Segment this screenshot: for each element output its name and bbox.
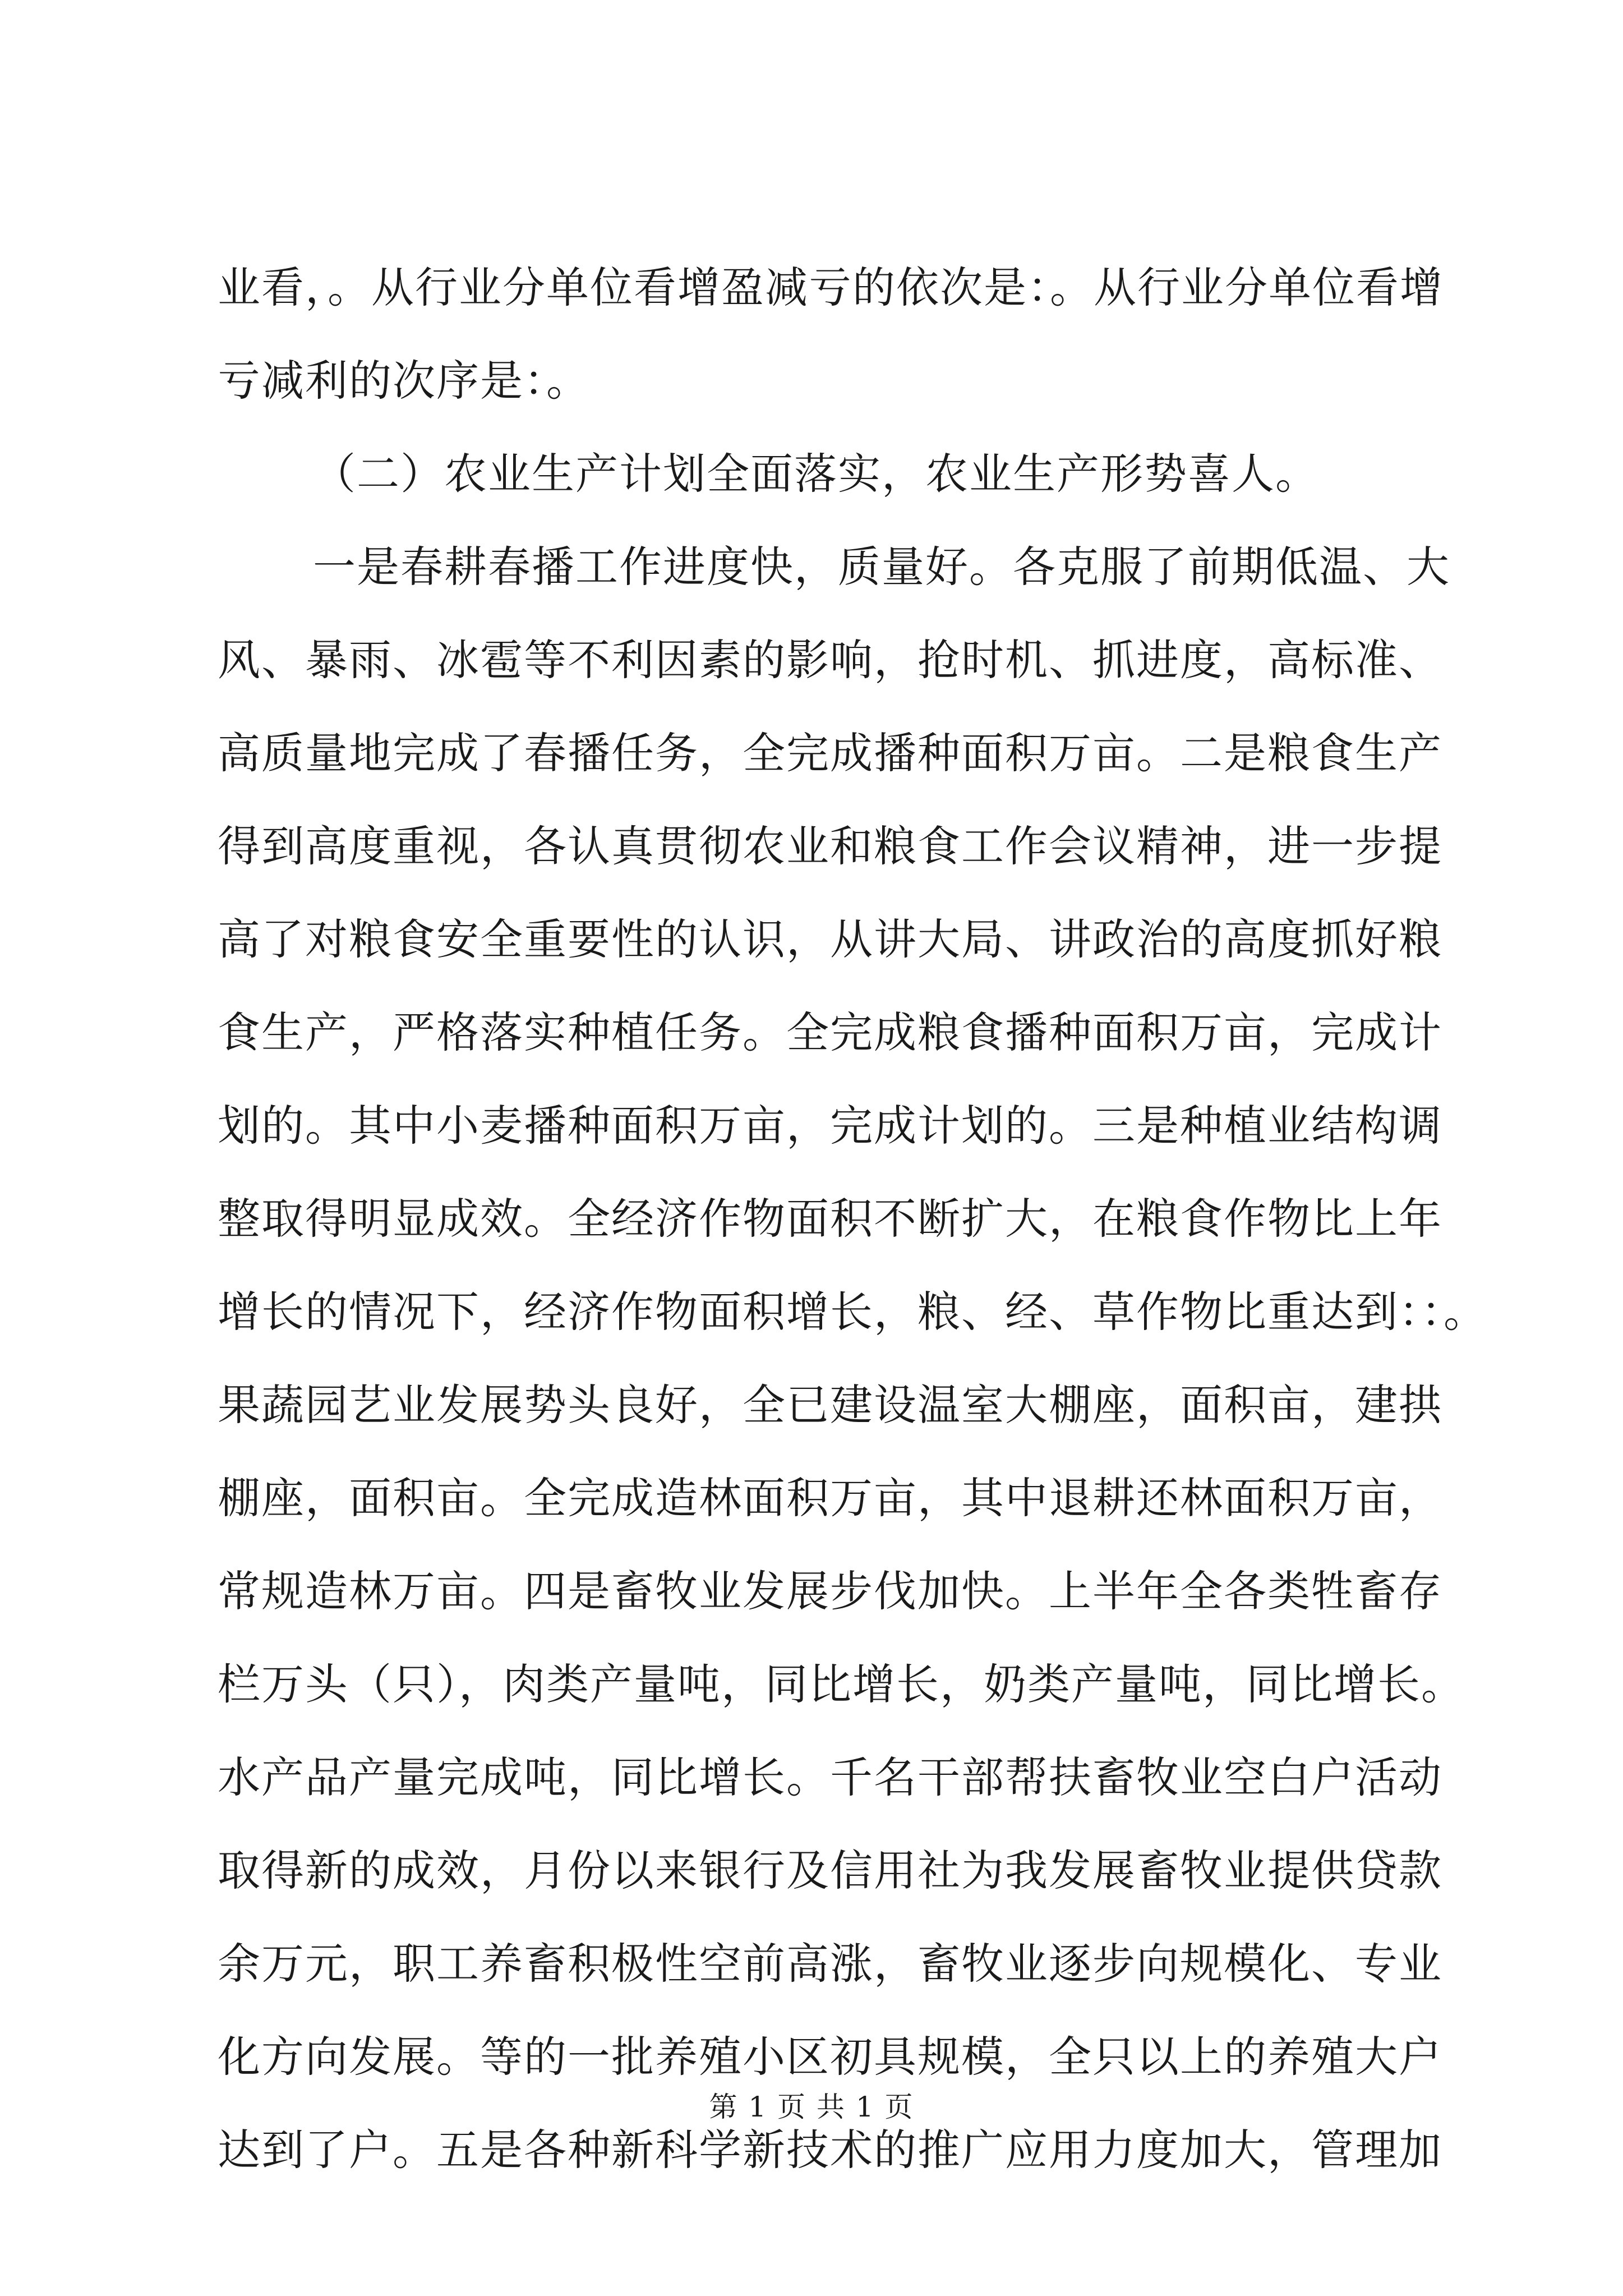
- text-line: 食生产，严格落实种植任务。全完成粮食播种面积万亩，完成计: [218, 1007, 1442, 1057]
- text-line: 常规造林万亩。四是畜牧业发展步伐加快。上半年全各类牲畜存: [218, 1566, 1442, 1616]
- document-body: [218, 263, 1487, 2219]
- text-line: 水产品产量完成吨，同比增长。千名干部帮扶畜牧业空白户活动: [218, 1752, 1442, 1802]
- text-line: 达到了户。五是各种新科学新技术的推广应用力度加大，管理加: [218, 2125, 1442, 2175]
- text-line: 整取得明显成效。全经济作物面积不断扩大，在粮食作物比上年: [218, 1194, 1442, 1244]
- text-line: 化方向发展。等的一批养殖小区初具规模，全只以上的养殖大户: [218, 2032, 1442, 2082]
- text-line: 棚座，面积亩。全完成造林面积万亩，其中退耕还林面积万亩，: [218, 1473, 1442, 1523]
- text-line: 风、暴雨、冰雹等不利因素的影响，抢时机、抓进度，高标准、: [218, 635, 1442, 685]
- text-line: 栏万头（只），肉类产量吨，同比增长，奶类产量吨，同比增长。: [218, 1659, 1465, 1709]
- text-line: 高质量地完成了春播任务，全完成播种面积万亩。二是粮食生产: [218, 728, 1442, 778]
- text-line: 果蔬园艺业发展势头良好，全已建设温室大棚座，面积亩，建拱: [218, 1380, 1442, 1430]
- section-heading: （二）农业生产计划全面落实，农业生产形势喜人。: [313, 449, 1319, 499]
- text-line: 业看，。从行业分单位看增盈减亏的依次是：。从行业分单位看增: [218, 263, 1444, 312]
- text-line: 一是春耕春播工作进度快，质量好。各克服了前期低温、大: [313, 542, 1450, 592]
- page-footer: [0, 2090, 1623, 2124]
- text-line: 亏减利的次序是：。: [218, 356, 590, 406]
- text-line: 取得新的成效，月份以来银行及信用社为我发展畜牧业提供贷款: [218, 1846, 1442, 1895]
- text-line: 得到高度重视，各认真贯彻农业和粮食工作会议精神，进一步提: [218, 821, 1442, 871]
- text-line: 增长的情况下，经济作物面积增长，粮、经、草作物比重达到：：。: [218, 1287, 1487, 1337]
- text-line: 划的。其中小麦播种面积万亩，完成计划的。三是种植业结构调: [218, 1101, 1442, 1151]
- text-line: 余万元，职工养畜积极性空前高涨，畜牧业逐步向规模化、专业: [218, 1939, 1442, 1989]
- text-line: 高了对粮食安全重要性的认识，从讲大局、讲政治的高度抓好粮: [218, 914, 1442, 964]
- page-number: 第 1 页 共 1 页: [709, 2091, 914, 2123]
